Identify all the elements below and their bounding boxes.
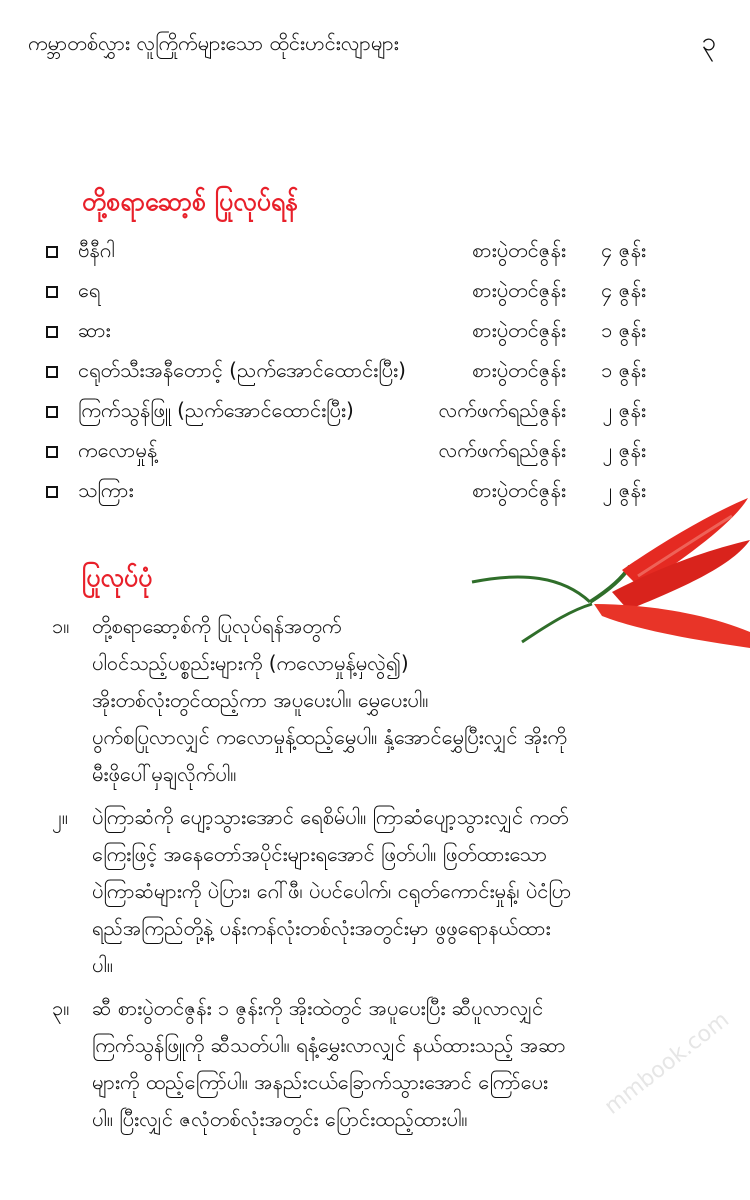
ingredient-unit: လက်ဖက်ရည်ဇွန်း	[438, 438, 566, 462]
checkbox-icon	[46, 366, 58, 378]
step-line: ကြေးဖြင့် အနေတော်အပိုင်းများရအောင် ဖြတ်ပါ။ ဖြတ်ထားသော	[92, 842, 548, 866]
step-line: ကြက်သွန်ဖြူကို ဆီသတ်ပါ။ ရနံ့မွှေးလာလျှင် နယ်ထားသည့် အဆာ	[92, 1033, 566, 1057]
ingredient-qty: ၂ ဇွန်း	[602, 398, 646, 422]
ingredient-unit: စားပွဲတင်ဇွန်း	[472, 318, 566, 342]
ingredient-row	[46, 232, 646, 272]
step-text	[92, 608, 692, 793]
ingredient-row	[46, 432, 646, 472]
ingredient-qty: ၁ ဇွန်း	[601, 358, 646, 382]
step-line: ပါ။ ပြီးလျှင် ဇလုံတစ်လုံးအတွင်း ပြောင်းထည့်ထားပါ။	[92, 1107, 468, 1131]
step-line: ပါ။	[92, 953, 113, 977]
ingredient-name: ကြက်သွန်ဖြူ (ညက်အောင်ထောင်းပြီး)	[78, 398, 354, 422]
ingredient-row	[46, 392, 646, 432]
step-line: ပဲကြာဆံများကို ပဲပြား၊ ဂေါ်ဖီ၊ ပဲပင်ပေါက်၊ ငရုတ်ကောင်းမှုန့်၊ ပဲငံပြာ	[92, 879, 572, 903]
step-number: ၃။	[52, 996, 70, 1020]
book-title: ကမ္ဘာတစ်လွှား လူကြိုက်များသော ထိုင်းဟင်းလျာများ	[28, 31, 399, 55]
ingredient-qty: ၁ ဇွန်း	[601, 318, 646, 342]
ingredient-row	[46, 272, 646, 312]
checkbox-icon	[46, 286, 58, 298]
page-number: ၃	[701, 27, 716, 57]
ingredient-name: ရေ	[78, 278, 101, 302]
step-2	[52, 799, 692, 984]
step-line: တို့စရာဆော့စ်ကို ပြုလုပ်ရန်အတွက်	[92, 614, 342, 638]
running-header	[28, 24, 722, 63]
ingredient-list	[46, 232, 646, 512]
step-text	[92, 799, 692, 984]
step-line: အိုးတစ်လုံးတွင်ထည့်ကာ အပူပေးပါ။ မွှေပေးပါ။	[92, 688, 429, 712]
ingredient-name: ဗီနီဂါ	[78, 238, 115, 262]
step-number: ၂။	[52, 805, 68, 829]
checkbox-icon	[46, 486, 58, 498]
method-heading: ပြုလုပ်ပုံ	[82, 563, 153, 592]
watermark: mmbook.com	[600, 1007, 734, 1120]
checkbox-icon	[46, 246, 58, 258]
step-line: ပါဝင်သည့်ပစ္စည်းများကို (ကလောမှုန့်မှလွဲ၍)	[92, 651, 409, 675]
step-line: များကို ထည့်ကြော်ပါ။ အနည်းငယ်ခြောက်သွားအောင် ကြော်ပေး	[92, 1070, 548, 1094]
checkbox-icon	[46, 406, 58, 418]
ingredient-row	[46, 312, 646, 352]
ingredient-row	[46, 352, 646, 392]
ingredient-name: ဆား	[78, 318, 111, 342]
ingredient-unit: စားပွဲတင်ဇွန်း	[472, 358, 566, 382]
ingredient-name: ငရုတ်သီးအနီတောင့် (ညက်အောင်ထောင်းပြီး)	[78, 358, 406, 382]
step-text	[92, 990, 692, 1138]
ingredients-heading: တို့စရာဆော့စ် ပြုလုပ်ရန်	[82, 187, 299, 216]
step-line: ရည်အကြည်တို့နဲ့ ပန်းကန်လုံးတစ်လုံးအတွင်းမှာ ဖွဖွရောနယ်ထား	[92, 916, 551, 940]
step-line: ပဲကြာဆံကို ပျော့သွားအောင် ရေစိမ်ပါ။ ကြာဆံပျော့သွားလျှင် ကတ်	[92, 805, 569, 829]
step-line: မီးဖိုပေါ်မှချလိုက်ပါ။	[92, 762, 237, 786]
method-steps	[52, 608, 692, 1144]
ingredient-unit: စားပွဲတင်ဇွန်း	[472, 238, 566, 262]
ingredient-unit: လက်ဖက်ရည်ဇွန်း	[438, 398, 566, 422]
step-1	[52, 608, 692, 793]
step-3	[52, 990, 692, 1138]
ingredient-unit: စားပွဲတင်ဇွန်း	[472, 478, 566, 502]
ingredient-qty: ၄ ဇွန်း	[601, 238, 646, 262]
step-number: ၁။	[52, 614, 70, 638]
step-line: ဆီ စားပွဲတင်ဇွန်း ၁ ဇွန်းကို အိုးထဲတွင် အပူပေးပြီး ဆီပူလာလျှင်	[92, 996, 544, 1020]
checkbox-icon	[46, 326, 58, 338]
ingredient-name: သကြား	[78, 478, 134, 502]
step-line: ပွက်စပြုလာလျှင် ကလောမှုန့်ထည့်မွှေပါ။ နှံ့အောင်မွှေပြီးလျှင် အိုးကို	[92, 725, 567, 749]
ingredient-qty: ၄ ဇွန်း	[601, 278, 646, 302]
ingredient-name: ကလောမှုန့်	[78, 438, 158, 462]
ingredient-qty: ၂ ဇွန်း	[602, 478, 646, 502]
checkbox-icon	[46, 446, 58, 458]
ingredient-unit: စားပွဲတင်ဇွန်း	[472, 278, 566, 302]
ingredient-qty: ၂ ဇွန်း	[602, 438, 646, 462]
